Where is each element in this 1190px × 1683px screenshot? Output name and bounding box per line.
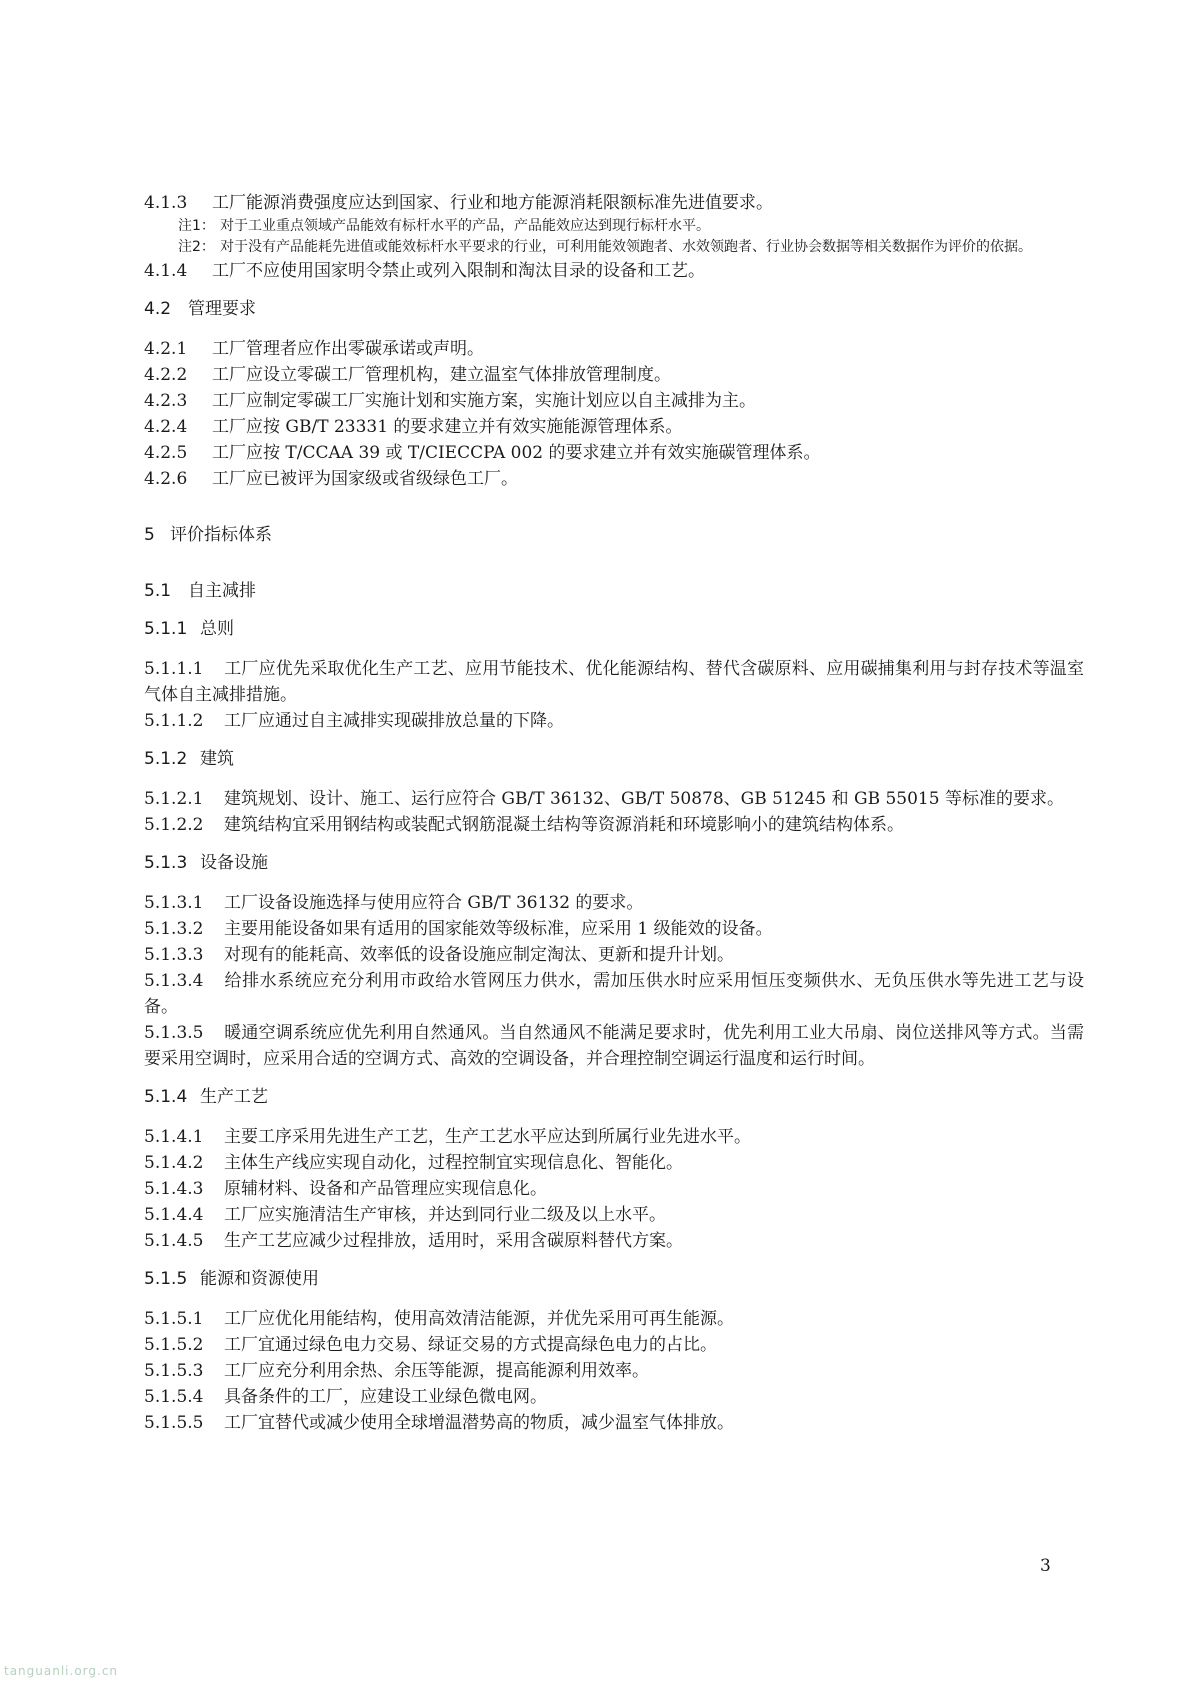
clause-4-2-6: 4.2.6 工厂应已被评为国家级或省级绿色工厂。 xyxy=(144,469,518,489)
clause-5-1-5-1: 5.1.5.1 工厂应优化用能结构，使用高效清洁能源，并优先采用可再生能源。 xyxy=(144,1309,734,1329)
section-4-2-heading: 4.2 管理要求 xyxy=(144,299,256,319)
section-5-1-5-list xyxy=(144,1306,1084,1436)
section-4-2-list xyxy=(144,336,1084,492)
note-2: 注2： 对于没有产品能耗先进值或能效标杆水平要求的行业，可利用能效领跑者、水效领跑者、行业协会数据等相关数据作为评价的依据。 xyxy=(178,239,1032,255)
clause-5-1-4-5: 5.1.4.5 生产工艺应减少过程排放，适用时，采用含碳原料替代方案。 xyxy=(144,1231,683,1251)
clause-5-1-3-1: 5.1.3.1 工厂设备设施选择与使用应符合 GB/T 36132 的要求。 xyxy=(144,893,644,913)
clause-5-1-5-3: 5.1.5.3 工厂应充分利用余热、余压等能源，提高能源利用效率。 xyxy=(144,1361,649,1381)
section-5-1-5-heading: 5.1.5 能源和资源使用 xyxy=(144,1269,319,1289)
clause-4-1-4: 4.1.4 工厂不应使用国家明令禁止或列入限制和淘汰目录的设备和工艺。 xyxy=(144,261,705,281)
clause-4-2-4: 4.2.4 工厂应按 GB/T 23331 的要求建立并有效实施能源管理体系。 xyxy=(144,417,683,437)
clause-5-1-3-3: 5.1.3.3 对现有的能耗高、效率低的设备设施应制定淘汰、更新和提升计划。 xyxy=(144,945,734,965)
clause-5-1-3-2: 5.1.3.2 主要用能设备如果有适用的国家能效等级标准，应采用 1 级能效的设备。 xyxy=(144,919,773,939)
clause-5-1-4-2: 5.1.4.2 主体生产线应实现自动化，过程控制宜实现信息化、智能化。 xyxy=(144,1153,683,1173)
watermark: tanguanli.org.cn xyxy=(4,1664,119,1678)
clause-4-1-3: 4.1.3 工厂能源消费强度应达到国家、行业和地方能源消耗限额标准先进值要求。 xyxy=(144,193,773,213)
clause-5-1-4-4: 5.1.4.4 工厂应实施清洁生产审核，并达到同行业二级及以上水平。 xyxy=(144,1205,666,1225)
section-5-1-2-list xyxy=(144,786,1084,838)
clause-5-1-2-2: 5.1.2.2 建筑结构宜采用钢结构或装配式钢筋混凝土结构等资源消耗和环境影响小的建筑结构体系。 xyxy=(144,815,904,835)
page-content xyxy=(144,190,1084,1436)
clause-5-1-2-1: 5.1.2.1 建筑规划、设计、施工、运行应符合 GB/T 36132、GB/T 50878、GB 51245 和 GB 55015 等标准的要求。 xyxy=(144,789,1064,809)
page-number: 3 xyxy=(1040,1556,1051,1576)
clause-5-1-4-1: 5.1.4.1 主要工序采用先进生产工艺，生产工艺水平应达到所属行业先进水平。 xyxy=(144,1127,751,1147)
clause-4-2-1: 4.2.1 工厂管理者应作出零碳承诺或声明。 xyxy=(144,339,484,359)
clause-5-1-1-1: 5.1.1.1 工厂应优先采取优化生产工艺、应用节能技术、优化能源结构、替代含碳原料、应用碳捕集利用与封存技术等温室气体自主减排措施。 xyxy=(144,659,1084,705)
clause-5-1-5-5: 5.1.5.5 工厂宜替代或减少使用全球增温潜势高的物质，减少温室气体排放。 xyxy=(144,1413,734,1433)
section-5-1-4-list xyxy=(144,1124,1084,1254)
section-5-1-3-list xyxy=(144,890,1084,1072)
section-5-1-3-heading: 5.1.3 设备设施 xyxy=(144,853,268,873)
section-5-1-1-heading: 5.1.1 总则 xyxy=(144,619,234,639)
section-5-heading: 5 评价指标体系 xyxy=(144,525,272,545)
section-5-1-heading: 5.1 自主减排 xyxy=(144,581,256,601)
clause-5-1-5-2: 5.1.5.2 工厂宜通过绿色电力交易、绿证交易的方式提高绿色电力的占比。 xyxy=(144,1335,717,1355)
clause-5-1-4-3: 5.1.4.3 原辅材料、设备和产品管理应实现信息化。 xyxy=(144,1179,547,1199)
section-5-1-2-heading: 5.1.2 建筑 xyxy=(144,749,234,769)
clause-5-1-3-4: 5.1.3.4 给排水系统应充分利用市政给水管网压力供水，需加压供水时应采用恒压变频供水、无负压供水等先进工艺与设备。 xyxy=(144,971,1084,1017)
section-5-1-1-list xyxy=(144,656,1084,734)
note-1: 注1： 对于工业重点领域产品能效有标杆水平的产品，产品能效应达到现行标杆水平。 xyxy=(178,218,710,234)
clause-4-2-2: 4.2.2 工厂应设立零碳工厂管理机构，建立温室气体排放管理制度。 xyxy=(144,365,671,385)
section-5-1-4-heading: 5.1.4 生产工艺 xyxy=(144,1087,268,1107)
clause-5-1-5-4: 5.1.5.4 具备条件的工厂，应建设工业绿色微电网。 xyxy=(144,1387,547,1407)
clause-4-2-5: 4.2.5 工厂应按 T/CCAA 39 或 T/CIECCPA 002 的要求建立并有效实施碳管理体系。 xyxy=(144,443,821,463)
clause-5-1-1-2: 5.1.1.2 工厂应通过自主减排实现碳排放总量的下降。 xyxy=(144,711,564,731)
clause-5-1-3-5: 5.1.3.5 暖通空调系统应优先利用自然通风。当自然通风不能满足要求时，优先利用工业大吊扇、岗位送排风等方式。当需要采用空调时，应采用合适的空调方式、高效的空调设备，并合理控制空调运行温度和运行时间。 xyxy=(144,1023,1084,1069)
clause-4-2-3: 4.2.3 工厂应制定零碳工厂实施计划和实施方案，实施计划应以自主减排为主。 xyxy=(144,391,756,411)
